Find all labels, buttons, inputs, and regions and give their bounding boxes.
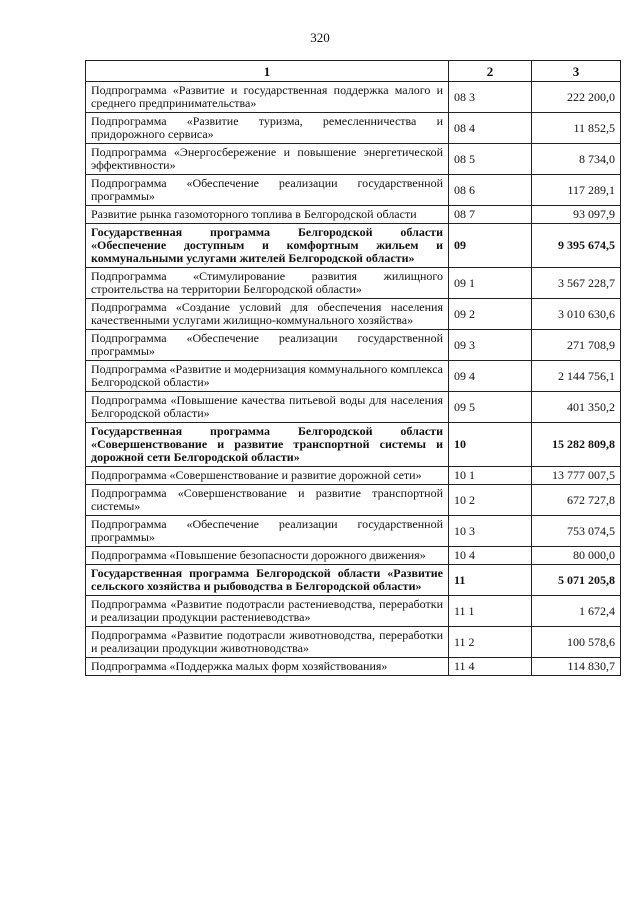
row-code-cell: 09 5 bbox=[449, 392, 532, 423]
row-name-cell: Подпрограмма «Повышение безопасности дорожного движения» bbox=[86, 547, 449, 565]
row-code-cell: 09 4 bbox=[449, 361, 532, 392]
row-code-cell: 10 4 bbox=[449, 547, 532, 565]
table-row bbox=[86, 268, 621, 299]
row-name-cell: Подпрограмма «Обеспечение реализации государственной программы» bbox=[86, 516, 449, 547]
table-row bbox=[86, 330, 621, 361]
row-code-cell: 08 4 bbox=[449, 113, 532, 144]
table-row bbox=[86, 113, 621, 144]
row-amount-cell: 13 777 007,5 bbox=[532, 467, 621, 485]
row-name-cell: Государственная программа Белгородской области «Развитие сельского хозяйства и рыбоводства в Белгородской области» bbox=[86, 565, 449, 596]
budget-table bbox=[85, 60, 621, 676]
header-row bbox=[86, 61, 621, 82]
row-name-cell: Подпрограмма «Повышение качества питьевой воды для населения Белгородской области» bbox=[86, 392, 449, 423]
row-name-cell: Подпрограмма «Обеспечение реализации государственной программы» bbox=[86, 175, 449, 206]
row-amount-cell: 3 567 228,7 bbox=[532, 268, 621, 299]
table-row bbox=[86, 392, 621, 423]
row-amount-cell: 222 200,0 bbox=[532, 82, 621, 113]
row-name-cell: Подпрограмма «Обеспечение реализации государственной программы» bbox=[86, 330, 449, 361]
table-row bbox=[86, 361, 621, 392]
table-row bbox=[86, 82, 621, 113]
table-row bbox=[86, 299, 621, 330]
row-amount-cell: 8 734,0 bbox=[532, 144, 621, 175]
row-code-cell: 09 3 bbox=[449, 330, 532, 361]
row-amount-cell: 15 282 809,8 bbox=[532, 423, 621, 467]
row-name-cell: Подпрограмма «Развитие подотрасли животноводства, переработки и реализации продукции животноводства» bbox=[86, 627, 449, 658]
page-number: 320 bbox=[310, 30, 330, 45]
row-name-cell: Подпрограмма «Энергосбережение и повышение энергетической эффективности» bbox=[86, 144, 449, 175]
row-name-cell: Подпрограмма «Стимулирование развития жилищного строительства на территории Белгородской области» bbox=[86, 268, 449, 299]
table-row bbox=[86, 627, 621, 658]
table-row bbox=[86, 485, 621, 516]
row-name-cell: Развитие рынка газомоторного топлива в Белгородской области bbox=[86, 206, 449, 224]
column-header-name: 1 bbox=[86, 61, 449, 82]
row-amount-cell: 114 830,7 bbox=[532, 658, 621, 676]
table-row bbox=[86, 547, 621, 565]
row-code-cell: 10 bbox=[449, 423, 532, 467]
table-row bbox=[86, 658, 621, 676]
row-name-cell: Подпрограмма «Развитие туризма, ремесленничества и придорожного сервиса» bbox=[86, 113, 449, 144]
row-amount-cell: 80 000,0 bbox=[532, 547, 621, 565]
row-code-cell: 11 4 bbox=[449, 658, 532, 676]
row-code-cell: 11 bbox=[449, 565, 532, 596]
row-code-cell: 10 2 bbox=[449, 485, 532, 516]
row-name-cell: Подпрограмма «Развитие подотрасли растениеводства, переработки и реализации продукции растениеводства» bbox=[86, 596, 449, 627]
row-amount-cell: 3 010 630,6 bbox=[532, 299, 621, 330]
row-amount-cell: 672 727,8 bbox=[532, 485, 621, 516]
row-name-cell: Подпрограмма «Совершенствование и развитие транспортной системы» bbox=[86, 485, 449, 516]
row-amount-cell: 271 708,9 bbox=[532, 330, 621, 361]
table-row bbox=[86, 516, 621, 547]
row-code-cell: 11 1 bbox=[449, 596, 532, 627]
table-row bbox=[86, 565, 621, 596]
row-amount-cell: 1 672,4 bbox=[532, 596, 621, 627]
table-row bbox=[86, 423, 621, 467]
row-code-cell: 09 1 bbox=[449, 268, 532, 299]
row-code-cell: 08 3 bbox=[449, 82, 532, 113]
column-header-code: 2 bbox=[449, 61, 532, 82]
row-name-cell: Подпрограмма «Создание условий для обеспечения населения качественными услугами жилищно-коммунального хозяйства» bbox=[86, 299, 449, 330]
column-header-amount: 3 bbox=[532, 61, 621, 82]
row-amount-cell: 117 289,1 bbox=[532, 175, 621, 206]
row-code-cell: 10 3 bbox=[449, 516, 532, 547]
table-body bbox=[86, 82, 621, 676]
row-amount-cell: 93 097,9 bbox=[532, 206, 621, 224]
table-row bbox=[86, 206, 621, 224]
row-name-cell: Государственная программа Белгородской области «Обеспечение доступным и комфортным жильем и коммунальными услугами жителей Белгородской области» bbox=[86, 224, 449, 268]
table-row bbox=[86, 224, 621, 268]
row-code-cell: 08 7 bbox=[449, 206, 532, 224]
row-code-cell: 10 1 bbox=[449, 467, 532, 485]
row-amount-cell: 9 395 674,5 bbox=[532, 224, 621, 268]
row-amount-cell: 100 578,6 bbox=[532, 627, 621, 658]
row-code-cell: 09 2 bbox=[449, 299, 532, 330]
row-amount-cell: 753 074,5 bbox=[532, 516, 621, 547]
row-code-cell: 09 bbox=[449, 224, 532, 268]
row-name-cell: Подпрограмма «Совершенствование и развитие дорожной сети» bbox=[86, 467, 449, 485]
row-amount-cell: 401 350,2 bbox=[532, 392, 621, 423]
row-name-cell: Государственная программа Белгородской области «Совершенствование и развитие транспортной системы и дорожной сети Белгородской области» bbox=[86, 423, 449, 467]
row-name-cell: Подпрограмма «Развитие и модернизация коммунального комплекса Белгородской области» bbox=[86, 361, 449, 392]
row-name-cell: Подпрограмма «Поддержка малых форм хозяйствования» bbox=[86, 658, 449, 676]
row-code-cell: 11 2 bbox=[449, 627, 532, 658]
row-amount-cell: 2 144 756,1 bbox=[532, 361, 621, 392]
row-code-cell: 08 5 bbox=[449, 144, 532, 175]
table-row bbox=[86, 175, 621, 206]
row-amount-cell: 5 071 205,8 bbox=[532, 565, 621, 596]
table-row bbox=[86, 467, 621, 485]
row-amount-cell: 11 852,5 bbox=[532, 113, 621, 144]
row-name-cell: Подпрограмма «Развитие и государственная поддержка малого и среднего предпринимательства» bbox=[86, 82, 449, 113]
row-code-cell: 08 6 bbox=[449, 175, 532, 206]
table-row bbox=[86, 596, 621, 627]
table-row bbox=[86, 144, 621, 175]
